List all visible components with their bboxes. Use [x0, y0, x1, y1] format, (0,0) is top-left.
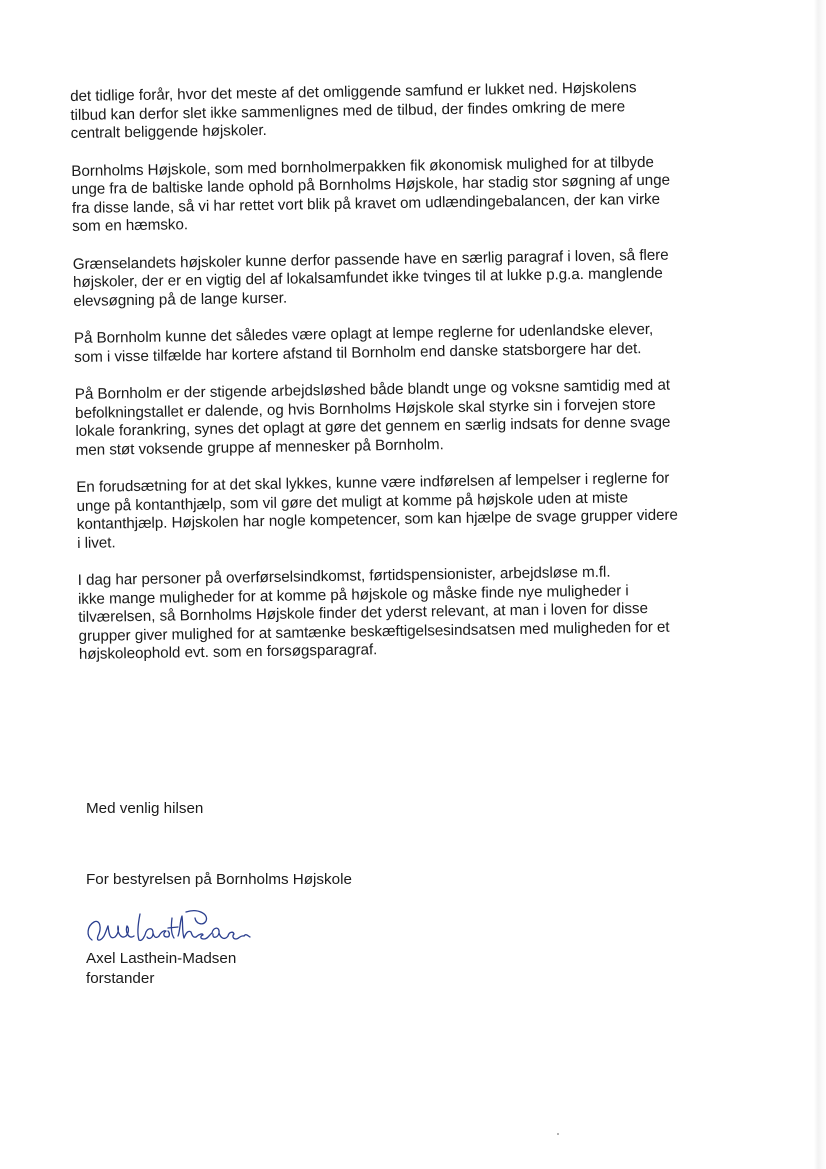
paragraph-1: det tidlige forår, hvor det meste af det omliggende samfund er lukket ned. Højskolens tilbud kan derfor slet ikke sammenlignes med de tilbud, der findes omkring de mere centralt beliggende højskoler. — [70, 79, 637, 142]
paragraph-6: En forudsætning for at det skal lykkes, kunne være indførelsen af lempelser i reglerne for unge på kontanthjælp, som vil gøre det muligt at komme på højskole uden at miste kontanthjælp. Højskolen har nogle kompetencer, som kan hjælpe de svage grupper videre i livet. — [76, 469, 678, 552]
signer-name: Axel Lasthein-Madsen — [86, 950, 237, 967]
paragraph-5: På Bornholm er der stigende arbejdsløshed både blandt unge og voksne samtidig med at befolkningstallet er dalende, og hvis Bornholms Højskole skal styrke sin i forvejen store lokale forankring, synes det oplagt at gøre det gennem en særlig indsats for denne svage men støt voksende gruppe af mennesker på Bornholm. — [74, 376, 671, 459]
handwritten-signature — [82, 906, 252, 954]
paragraph-2: Bornholms Højskole, som med bornholmerpakken fik økonomisk mulighed for at tilbyde unge fra de baltiske lande ophold på Bornholms Højskole, har stadig stor søgning af unge fra disse lande, så vi har rettet vort blik på kravet om udlændingebalancen, der kan virke som en hæmsko. — [71, 153, 671, 235]
page-edge — [806, 0, 826, 1169]
closing-greeting: Med venlig hilsen — [86, 800, 204, 817]
paragraph-3: Grænselandets højskoler kunne derfor passende have en særlig paragraf i loven, så flere højskoler, der er en vigtig del af lokalsamfundet ikke tvinges til at lukke p.g.a. manglende elevsøgning på de lange kurser. — [72, 246, 669, 310]
paragraph-7: I dag har personer på overførselsindkomst, førtidspensionister, arbejdsløse m.fl. ikke mange muligheder for at komme på højskole og måske finde nye muligheder i tilværelsen, så Bornholms Højskole finder det yderst relevant, at man i loven for disse grupper giver mulighed for at samtænke beskæftigelsesindsatsen med muligheden for et højskoleophold evt. som en forsøgsparagraf. — [77, 563, 670, 663]
letter-body — [70, 77, 759, 683]
signer-title: forstander — [86, 970, 155, 987]
scan-speck — [557, 1133, 559, 1135]
closing-board-line: For bestyrelsen på Bornholms Højskole — [86, 871, 352, 888]
paragraph-4: På Bornholm kunne det således være oplagt at lempe reglerne for udenlandske elever, som i visse tilfælde har kortere afstand til Bornholm end danske statsborgere har det. — [73, 320, 654, 366]
